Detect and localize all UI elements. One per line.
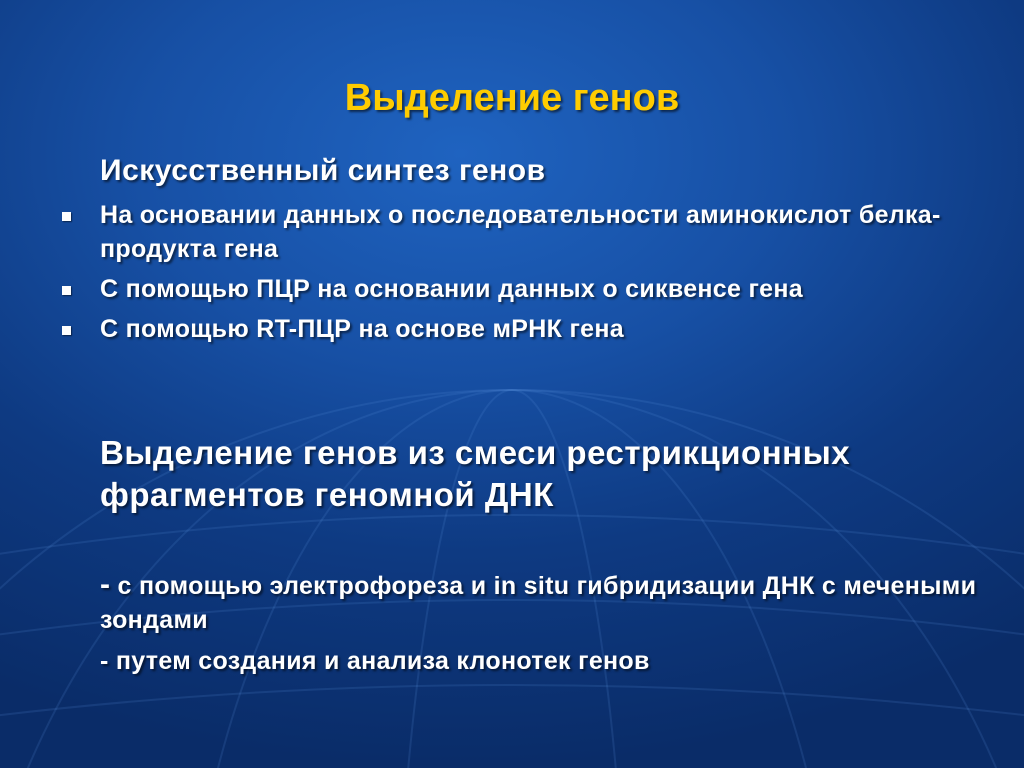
- method-line-libraries: [100, 644, 1000, 678]
- bullet-item: [60, 198, 980, 266]
- method-text: путем создания и анализа клонотек генов: [108, 647, 650, 675]
- dash-marker: -: [100, 568, 111, 601]
- method-text: с помощью электрофореза и in situ гибридизации ДНК с мечеными зондами: [100, 572, 977, 634]
- slide-title: Выделение генов: [344, 77, 680, 119]
- bullet-item: [60, 272, 980, 306]
- bullet-text: С помощью ПЦР на основании данных о сиквенсе гена: [100, 275, 803, 303]
- bullet-text: На основании данных о последовательности аминокислот белка-продукта гена: [100, 201, 941, 263]
- section-heading-synthesis: Искусственный синтез генов: [100, 154, 546, 187]
- bullet-item: [60, 312, 980, 346]
- method-line-electrophoresis: [100, 568, 1000, 637]
- section-heading-isolation: Выделение генов из смеси рестрикционных фрагментов геномной ДНК: [100, 434, 851, 513]
- square-bullet-icon: [62, 326, 71, 335]
- square-bullet-icon: [62, 212, 71, 221]
- bullet-list: [60, 198, 980, 352]
- dash-marker: -: [100, 647, 109, 675]
- square-bullet-icon: [62, 286, 71, 295]
- bullet-text: С помощью RT-ПЦР на основе мРНК гена: [100, 315, 624, 343]
